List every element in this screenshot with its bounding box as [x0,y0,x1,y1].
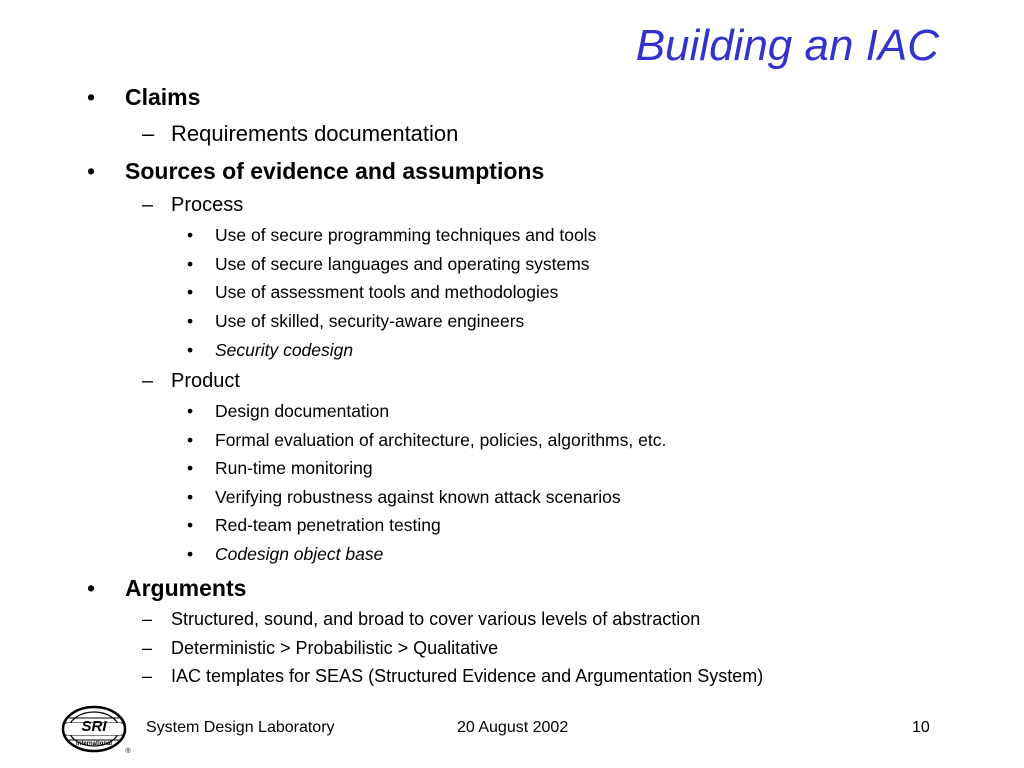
logo-subtext: International [75,741,113,747]
sub-item-label: Structured, sound, and broad to cover various levels of abstraction [171,609,701,629]
list-item [187,430,666,451]
list-item [187,515,441,536]
bullet-marker: • [187,487,194,507]
list-item [187,487,621,508]
bullet-sources [87,158,544,185]
bullet-marker: • [187,225,194,245]
bullet-marker: • [87,84,96,110]
list-item-label: Formal evaluation of architecture, policies, algorithms, etc. [215,430,667,450]
list-item-label: Run-time monitoring [215,458,373,478]
slide-title: Building an IAC [635,21,939,70]
list-item [187,254,590,275]
bullet-marker: • [187,311,194,331]
list-item [187,311,524,332]
bullet-marker: • [187,401,194,421]
list-item [187,340,353,361]
footer-lab: System Design Laboratory [146,719,335,736]
dash-marker: – [142,121,155,146]
bullet-arguments [87,575,246,602]
sub-heading-label: Process [171,194,244,216]
list-item-label: Use of secure programming techniques and tools [215,225,597,245]
list-item [187,458,373,479]
list-item-label: Use of secure languages and operating systems [215,254,590,274]
dash-marker: – [142,609,153,629]
sub-item-label: IAC templates for SEAS (Structured Evidence and Argumentation System) [171,666,764,686]
dash-marker: – [142,666,153,686]
sub-item [142,666,763,687]
list-item-label: Security codesign [215,340,354,360]
sub-heading-product [142,370,240,393]
sub-item [142,121,458,147]
bullet-marker: • [187,254,194,274]
dash-marker: – [142,370,154,392]
bullet-marker: • [87,158,96,184]
registered-mark: ® [125,748,131,755]
list-item-label: Verifying robustness against known attack scenarios [215,487,621,507]
bullet-marker: • [87,575,96,601]
sri-logo [60,704,136,756]
list-item [187,282,558,303]
sub-item-label: Requirements documentation [171,121,459,146]
page-number: 10 [912,719,930,736]
dash-marker: – [142,194,154,216]
list-item [187,544,383,565]
sub-heading-label: Product [171,370,240,392]
bullet-label: Sources of evidence and assumptions [125,158,545,184]
list-item [187,401,389,422]
footer-date: 20 August 2002 [457,719,569,736]
bullet-marker: • [187,340,194,360]
bullet-marker: • [187,515,194,535]
list-item [187,225,596,246]
dash-marker: – [142,638,153,658]
list-item-label: Design documentation [215,401,390,421]
bullet-marker: • [187,544,194,564]
list-item-label: Red-team penetration testing [215,515,441,535]
sub-item-label: Deterministic > Probabilistic > Qualitative [171,638,499,658]
list-item-label: Use of assessment tools and methodologies [215,282,559,302]
list-item-label: Codesign object base [215,544,384,564]
list-item-label: Use of skilled, security-aware engineers [215,311,525,331]
sub-item [142,609,700,630]
sub-item [142,638,498,659]
sub-heading-process [142,194,243,217]
bullet-label: Arguments [125,575,247,601]
bullet-label: Claims [125,84,201,110]
logo-text: SRI [81,718,107,735]
bullet-claims [87,84,200,111]
bullet-marker: • [187,430,194,450]
bullet-marker: • [187,458,194,478]
bullet-marker: • [187,282,194,302]
